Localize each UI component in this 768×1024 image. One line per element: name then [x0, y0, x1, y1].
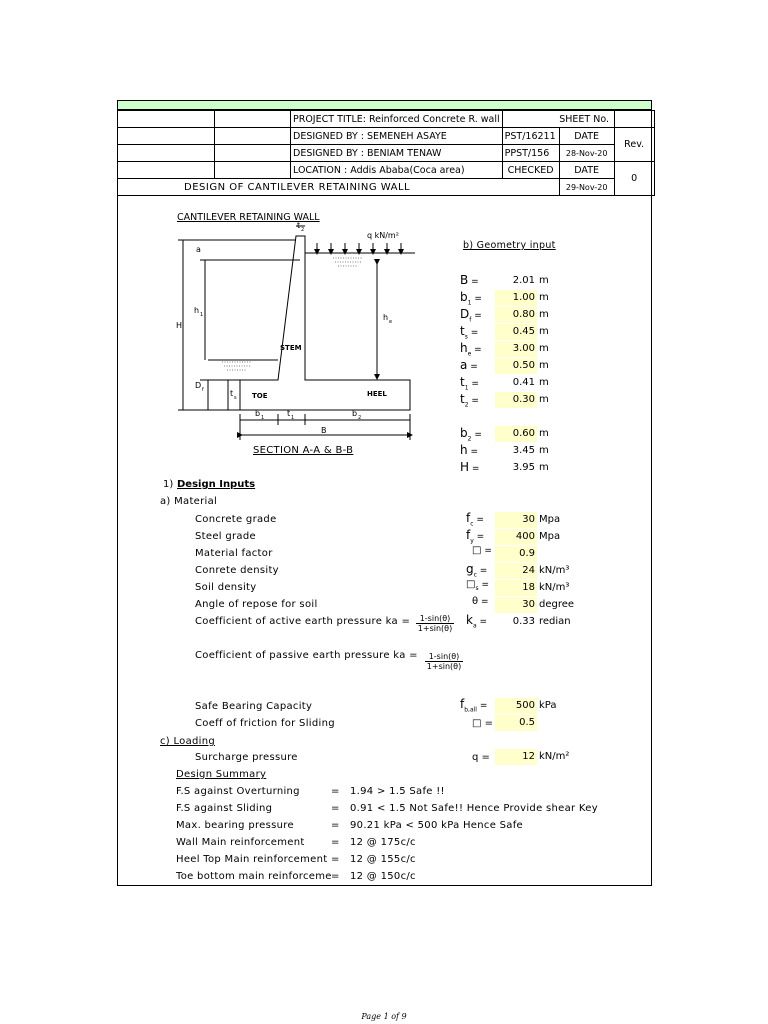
material-unit: redian	[539, 616, 571, 627]
material-symbol: $□_s$ =	[466, 579, 489, 592]
summary-value: 12 @ 155c/c	[350, 854, 416, 865]
active-fraction: 1-sin(θ) 1+sin(θ)	[417, 614, 453, 633]
geometry-value[interactable]: 3.00	[512, 343, 535, 354]
svg-text:2: 2	[358, 415, 362, 421]
material-value[interactable]: 18	[522, 582, 535, 593]
code-1: PST/16211	[502, 128, 559, 145]
svg-text:HEEL: HEEL	[367, 390, 387, 398]
svg-text:a: a	[196, 245, 201, 254]
loading-label: c) Loading	[160, 736, 216, 747]
summary-label: Wall Main reinforcement	[176, 837, 305, 848]
summary-value: 90.21 kPa < 500 kPa Hence Safe	[350, 820, 523, 831]
geometry-value[interactable]: 0.50	[512, 360, 535, 371]
summary-label: F.S against Overturning	[176, 786, 300, 797]
svg-text:TOE: TOE	[252, 392, 268, 400]
surcharge-unit: kN/m²	[539, 751, 570, 762]
geometry-unit: m	[539, 360, 549, 371]
rev-value: 0	[614, 162, 654, 196]
geometry-symbol: a =	[460, 358, 478, 372]
geometry-unit: m	[539, 343, 549, 354]
geometry-symbol: B =	[460, 273, 479, 287]
checked-label: CHECKED	[502, 162, 559, 179]
summary-label: F.S against Sliding	[176, 803, 273, 814]
summary-label: Max. bearing pressure	[176, 820, 294, 831]
material-unit: Mpa	[539, 514, 561, 525]
sheet-no-label: SHEET No.	[502, 111, 614, 128]
summary-title: Design Summary	[176, 769, 267, 780]
svg-text:h: h	[194, 306, 200, 315]
material-unit: kN/m³	[539, 565, 570, 576]
material-unit: degree	[539, 599, 575, 610]
date-1: 28-Nov-20	[559, 145, 614, 162]
surcharge-input-label: Surcharge pressure	[195, 752, 298, 763]
summary-value: 12 @ 175c/c	[350, 837, 416, 848]
material-symbol: θ =	[472, 596, 489, 607]
svg-text:H: H	[176, 321, 183, 330]
geometry-symbol: $h_e$ =	[460, 341, 482, 358]
svg-text:f: f	[202, 387, 204, 393]
inputs-title: Design Inputs	[177, 479, 256, 490]
friction-label: Coeff of friction for Sliding	[195, 718, 335, 729]
rev-label: Rev.	[614, 128, 654, 162]
svg-text:1: 1	[261, 415, 265, 421]
geometry-value[interactable]: 0.80	[512, 309, 535, 320]
geometry-symbol: $D_f$ =	[460, 307, 482, 324]
surcharge-label: q kN/m²	[367, 231, 399, 240]
svg-text:B: B	[321, 426, 327, 435]
material-name: Angle of repose for soil	[195, 599, 318, 610]
bearing-label: Safe Bearing Capacity	[195, 701, 313, 712]
material-name: Coefficient of active earth pressure ka =	[195, 616, 411, 627]
material-symbol: $f_c$ =	[466, 511, 484, 528]
diagram-title: CANTILEVER RETAINING WALL	[177, 212, 320, 223]
geometry-unit: m	[539, 462, 549, 473]
design-title: DESIGN OF CANTILEVER RETAINING WALL	[118, 179, 560, 196]
geometry-value[interactable]: 0.30	[512, 394, 535, 405]
svg-text:1: 1	[200, 312, 204, 318]
geometry-value[interactable]: 0.45	[512, 326, 535, 337]
bearing-unit: kPa	[539, 700, 557, 711]
geometry-value: 2.01	[512, 275, 535, 286]
geometry-unit: m	[539, 445, 549, 456]
geometry-symbol: $b_1$ =	[460, 290, 482, 307]
location: LOCATION : Addis Ababa(Coca area)	[291, 162, 503, 179]
geometry-value[interactable]: 0.60	[512, 428, 535, 439]
passive-label: Coefficient of passive earth pressure ka =	[195, 650, 418, 661]
svg-text:1: 1	[291, 415, 295, 421]
project-title: PROJECT TITLE: Reinforced Concrete R. wall	[291, 111, 503, 128]
summary-label: Toe bottom main reinforceme	[176, 871, 332, 882]
svg-text:t: t	[230, 389, 234, 398]
summary-equals: =	[331, 837, 340, 848]
designed-by-2: DESIGNED BY : BENIAM TENAW	[291, 145, 503, 162]
svg-text:2: 2	[301, 227, 305, 233]
summary-equals: =	[331, 786, 340, 797]
material-symbol: □ =	[472, 545, 492, 556]
geometry-value: 0.41	[512, 377, 535, 388]
surcharge-symbol: q =	[472, 752, 490, 763]
material-symbol: $f_y$ =	[466, 528, 485, 545]
geometry-symbol: $t_1$ =	[460, 375, 479, 392]
retaining-wall-diagram	[170, 220, 430, 465]
svg-text:t: t	[297, 221, 301, 230]
wall-outline	[240, 236, 410, 410]
material-value[interactable]: 30	[522, 599, 535, 610]
geometry-value: 3.45	[512, 445, 535, 456]
friction-value[interactable]: 0.5	[519, 717, 535, 728]
geometry-unit: m	[539, 326, 549, 337]
svg-text:s: s	[234, 395, 237, 401]
material-name: Conrete density	[195, 565, 279, 576]
svg-text:e: e	[389, 319, 393, 325]
svg-text:b: b	[352, 409, 358, 418]
date-2: 29-Nov-20	[559, 179, 614, 196]
summary-equals: =	[331, 871, 340, 882]
geometry-symbol: H =	[460, 460, 480, 474]
designed-by-1: DESIGNED BY : SEMENEH ASAYE	[291, 128, 503, 145]
svg-text:STEM: STEM	[280, 344, 302, 352]
material-value[interactable]: 24	[522, 565, 535, 576]
geometry-unit: m	[539, 377, 549, 388]
summary-value: 0.91 < 1.5 Not Safe!! Hence Provide shear Key	[350, 803, 598, 814]
svg-text:D: D	[195, 381, 202, 390]
title-block	[117, 110, 655, 196]
material-name: Steel grade	[195, 531, 256, 542]
geometry-unit: m	[539, 309, 549, 320]
svg-text:t: t	[287, 409, 291, 418]
material-value[interactable]: 30	[522, 514, 535, 525]
material-unit: Mpa	[539, 531, 561, 542]
geometry-unit: m	[539, 275, 549, 286]
summary-equals: =	[331, 854, 340, 865]
summary-value: 1.94 > 1.5 Safe !!	[350, 786, 445, 797]
summary-value: 12 @ 150c/c	[350, 871, 416, 882]
friction-symbol: □ =	[472, 718, 494, 729]
passive-fraction: 1-sin(θ) 1+sin(θ)	[426, 652, 462, 671]
material-name: Concrete grade	[195, 514, 277, 525]
svg-text:h: h	[383, 313, 389, 322]
page-number: Page 1 of 9	[361, 1012, 407, 1021]
geometry-unit: m	[539, 428, 549, 439]
material-name: Material factor	[195, 548, 273, 559]
section-label: SECTION A-A & B-B	[253, 445, 354, 456]
inputs-number: 1)	[163, 479, 174, 490]
summary-equals: =	[331, 803, 340, 814]
summary-label: Heel Top Main reinforcement	[176, 854, 328, 865]
bearing-symbol: $f_{b,all}$ =	[460, 697, 488, 714]
geometry-symbol: $t_2$ =	[460, 392, 479, 409]
material-value: 0.33	[512, 616, 535, 627]
geometry-title: b) Geometry input	[463, 240, 556, 251]
surcharge-value[interactable]: 12	[522, 751, 535, 762]
material-value[interactable]: 400	[515, 531, 535, 542]
bearing-value[interactable]: 500	[515, 700, 535, 711]
code-2: PPST/156	[502, 145, 559, 162]
material-name: Soil density	[195, 582, 257, 593]
geometry-unit: m	[539, 394, 549, 405]
geometry-symbol: $t_s$ =	[460, 324, 479, 341]
geometry-value[interactable]: 1.00	[512, 292, 535, 303]
summary-equals: =	[331, 820, 340, 831]
geometry-unit: m	[539, 292, 549, 303]
material-unit: kN/m³	[539, 582, 570, 593]
material-label: a) Material	[160, 496, 218, 507]
geometry-value: 3.95	[512, 462, 535, 473]
material-symbol: $k_a$ =	[466, 613, 488, 630]
material-value[interactable]: 0.9	[519, 548, 535, 559]
material-symbol: $g_c$ =	[466, 562, 488, 579]
date-label-1: DATE	[559, 128, 614, 145]
svg-text:b: b	[255, 409, 261, 418]
geometry-symbol: h =	[460, 443, 479, 457]
date-label-2: DATE	[559, 162, 614, 179]
geometry-symbol: $b_2$ =	[460, 426, 482, 443]
